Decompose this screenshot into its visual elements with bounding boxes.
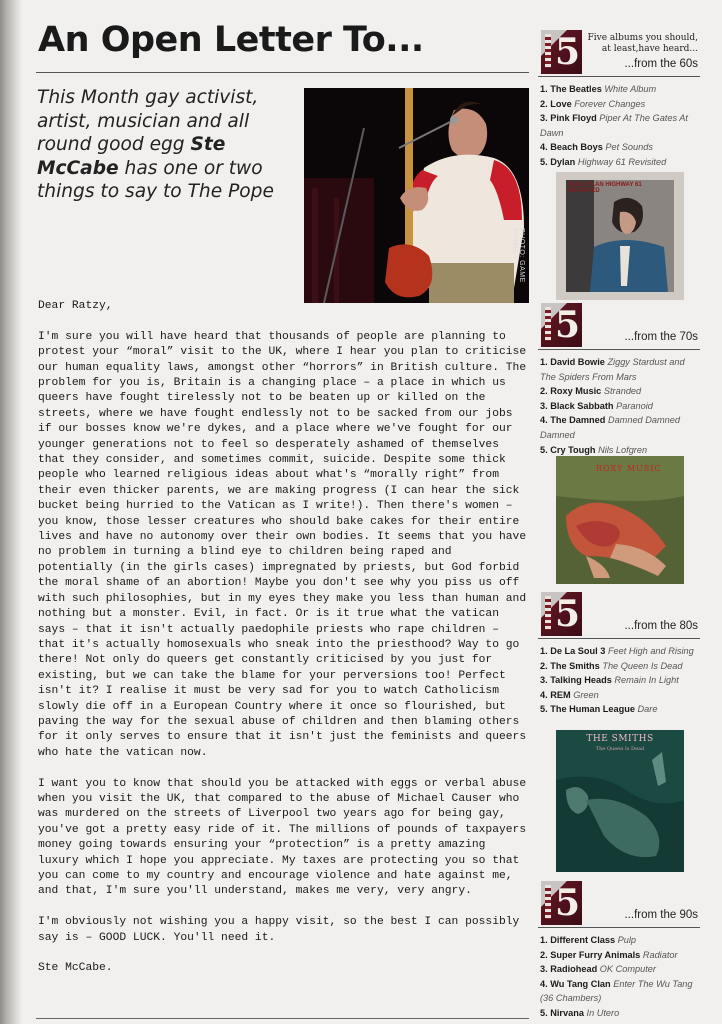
sidebar-box-90s <box>538 881 700 1018</box>
letter-paragraph-1: I'm sure you will have heard that thousands of people are planning to protest your “moral” visit to the UK, where I hear you plan to criticise our human equality laws, amongst other “horrors” in British culture. The problem for you is, Britain is a changing place – a place in which us queers have fought tirelessly not to be beaten up or killed on the streets, where we have fought endlessly not to be sacked from our jobs if our bosses know we're dykes, and a place where we've fought for our younger generations not to feel so desperately ashamed of themselves that they consider, and sometimes commit, suicide. Despite some thick people who learned religious ideas about what's “morally right” from their even thicker parents, we are making progress (I can hear the sick bucket being hurried to the Vatican as I write!). Then there's women – you know, those lesser creatures who should bake cakes for their entire lives and have no autonomy over their own bodies. It seems that you have no problem in turning a blind eye to children being raped and potentially (in the girls cases) impregnated by priests, but God forbid the moral shame of an abortion! Maybe you don't see why you piss us off with such philosophies, but in my eyes they make you less than human and nothing but a monster. Evil, in fact. Or is it true what the vatican says – that it isn't actually paedophile priests who rape children – that it's actually homosexuals who sneak into the priesthood? Way to go there! Not only do queers get constantly criticised by you just for existing, but we can take the blame for your perversions too! Perfect isn't it? I realise it must be very sad for you to watch Catholicism slowly die off in a European Country where it once so flourished, but paving the way for the sexual abuse of children and then blaming others for it only serves to ensure that it isn't just the feminists and queers who hate the vatican now. <box>38 330 527 759</box>
item-album: Ziggy Stardust and The Spiders From Mars <box>540 357 685 382</box>
letter-body <box>38 299 530 992</box>
item-number: 1. <box>540 646 548 656</box>
item-artist: Roxy Music <box>550 386 602 397</box>
cover-art <box>556 456 684 584</box>
item-number: 5. <box>540 444 548 455</box>
item-album: Pulp <box>617 935 637 945</box>
item-album: Radiator <box>642 949 678 960</box>
item-artist: Black Sabbath <box>550 400 614 411</box>
photo-credit: PHOTO: GAME HOWIE <box>511 228 525 283</box>
item-artist: Love <box>550 98 572 109</box>
item-artist: Beach Boys <box>550 142 603 153</box>
item-artist: The Damned <box>550 415 606 426</box>
title-divider <box>36 72 529 73</box>
item-album: OK Computer <box>599 964 656 975</box>
logo-stripes <box>545 885 551 919</box>
list-item <box>540 399 700 414</box>
five-logo-icon <box>541 30 582 74</box>
logo-number: 5 <box>555 31 581 73</box>
list-item <box>540 702 700 717</box>
item-album: White Album <box>604 84 657 94</box>
cover-subtitle: The Queen Is Dead <box>595 746 645 752</box>
page-bottom-divider <box>36 1018 529 1019</box>
intro-name: Ste McCabe <box>37 134 226 179</box>
item-number: 1. <box>540 84 548 94</box>
list-item <box>540 355 700 384</box>
item-artist: The Beatles <box>550 84 602 94</box>
album-list-90s <box>540 933 700 1021</box>
cover-title: THE SMITHS <box>586 734 654 744</box>
logo-number: 5 <box>555 882 581 924</box>
item-artist: Radiohead <box>550 964 598 975</box>
item-number: 3. <box>540 964 548 975</box>
cover-title: BOB DYLAN HIGHWAY 61 REVISITED <box>568 182 642 194</box>
item-album: In Utero <box>586 1007 620 1018</box>
logo-number: 5 <box>555 593 581 635</box>
item-album: Paranoid <box>616 400 653 411</box>
item-number: 5. <box>540 156 548 167</box>
item-album: Dare <box>637 704 658 715</box>
decade-heading-80s: ...from the 80s <box>624 620 698 632</box>
list-item <box>540 1006 700 1021</box>
decade-heading-60s: ...from the 60s <box>624 58 698 70</box>
item-number: 2. <box>540 660 548 671</box>
article-title: An Open Letter To... <box>38 20 424 60</box>
sidebar-divider <box>538 638 700 639</box>
performer-photo <box>304 88 529 303</box>
sidebar-divider <box>538 349 700 350</box>
cover-title: ROXY MUSIC <box>596 464 662 473</box>
item-number: 5. <box>540 1007 548 1018</box>
sidebar-divider <box>538 76 700 77</box>
item-album: Damned Damned Damned <box>540 415 680 440</box>
five-logo-icon <box>541 592 582 636</box>
sidebar-box-header <box>538 881 700 925</box>
item-album: Remain In Light <box>614 675 679 686</box>
item-artist: Different Class <box>550 935 616 945</box>
five-logo-icon <box>541 881 582 925</box>
item-number: 5. <box>540 704 548 715</box>
item-number: 2. <box>540 949 548 960</box>
item-album: Piper At The Gates At Dawn <box>540 113 688 138</box>
item-album: Highway 61 Revisited <box>577 156 667 167</box>
decade-heading-70s: ...from the 70s <box>624 331 698 343</box>
item-artist: Pink Floyd <box>550 113 597 124</box>
logo-number: 5 <box>555 304 581 346</box>
item-artist: Wu Tang Clan <box>550 978 611 989</box>
letter-paragraph-2: I want you to know that should you be attacked with eggs or verbal abuse when you visit the UK, that compared to the abuse of Michael Causer who was murdered on the streets of Liverpool two years ago for being gay, you've got a pretty easy ride of it. The millions of pounds of taxpayers money going towards ensuring your “protection” is a pretty amazing luxury which I hope you appreciate. My taxes are protecting you so that you can come to my country and encourage violence and hate against me, and that, I'm sure you'll understand, makes me very, very angry. <box>38 777 527 898</box>
sidebar-box-70s <box>538 303 700 473</box>
sidebar-box-60s <box>538 30 700 194</box>
item-artist: REM <box>550 689 571 700</box>
item-number: 4. <box>540 142 548 153</box>
letter-greeting: Dear Ratzy, <box>38 300 113 312</box>
item-album: Pet Sounds <box>605 142 653 153</box>
item-artist: De La Soul 3 <box>550 646 606 656</box>
list-item <box>540 82 700 97</box>
list-item <box>540 155 700 170</box>
list-item <box>540 688 700 703</box>
intro-text-tail: has one or two things to say to The Pope <box>37 157 274 202</box>
item-artist: David Bowie <box>550 357 605 367</box>
list-item <box>540 962 700 977</box>
item-album: The Queen Is Dead <box>602 660 683 671</box>
list-item <box>540 673 700 688</box>
intro-text-lead: This Month gay activist, artist, musician and all round good egg <box>37 87 259 155</box>
page-spine-shadow <box>0 0 22 1024</box>
item-number: 2. <box>540 386 548 397</box>
item-artist: Cry Tough <box>550 444 596 455</box>
album-cover-the-queen-is-dead <box>556 730 684 872</box>
album-list-70s <box>540 355 700 457</box>
list-item <box>540 659 700 674</box>
item-artist: Dylan <box>550 156 576 167</box>
item-artist: Talking Heads <box>550 675 612 686</box>
sidebar-divider <box>538 927 700 928</box>
sidebar-box-header <box>538 30 700 74</box>
sidebar-box-header <box>538 303 700 347</box>
performer-illustration <box>304 88 529 303</box>
list-item <box>540 948 700 963</box>
album-list-80s <box>540 644 700 717</box>
item-album: Nils Lofgren <box>598 444 648 455</box>
list-item <box>540 977 700 1006</box>
list-item <box>540 384 700 399</box>
item-number: 2. <box>540 98 548 109</box>
album-cover-highway-61 <box>556 172 684 300</box>
decade-heading-90s: ...from the 90s <box>624 909 698 921</box>
item-number: 3. <box>540 675 548 686</box>
logo-stripes <box>545 307 551 341</box>
item-number: 3. <box>540 113 548 124</box>
five-logo-icon <box>541 303 582 347</box>
list-item <box>540 140 700 155</box>
album-list-60s <box>540 82 700 170</box>
article-intro <box>37 86 299 204</box>
list-item <box>540 644 700 659</box>
item-artist: The Smiths <box>550 660 600 671</box>
item-album: Feet High and Rising <box>607 646 694 656</box>
album-cover-stranded <box>556 456 684 584</box>
item-artist: Super Furry Animals <box>550 949 641 960</box>
item-number: 4. <box>540 689 548 700</box>
item-number: 4. <box>540 415 548 426</box>
logo-stripes <box>545 34 551 68</box>
logo-stripes <box>545 596 551 630</box>
item-album: Green <box>573 689 599 700</box>
item-artist: The Human League <box>550 704 635 715</box>
item-artist: Nirvana <box>550 1007 584 1018</box>
sidebar-box-header <box>538 592 700 636</box>
item-number: 1. <box>540 935 548 945</box>
item-album: Enter The Wu Tang (36 Chambers) <box>540 978 693 1004</box>
letter-signature: Ste McCabe. <box>38 962 113 975</box>
list-item <box>540 443 700 458</box>
list-item <box>540 97 700 112</box>
sidebar-box-80s <box>538 592 700 752</box>
item-number: 3. <box>540 400 548 411</box>
list-item <box>540 413 700 442</box>
list-item <box>540 933 700 948</box>
list-item <box>540 111 700 140</box>
sidebar-note: Five albums you should, at least,have heard... <box>587 33 698 54</box>
item-album: Forever Changes <box>574 98 646 109</box>
item-number: 1. <box>540 357 548 367</box>
item-number: 4. <box>540 978 548 989</box>
letter-paragraph-3: I'm obviously not wishing you a happy visit, so the best I can possibly say is – GOOD LUCK. You'll need it. <box>38 916 520 944</box>
item-album: Stranded <box>603 386 642 397</box>
